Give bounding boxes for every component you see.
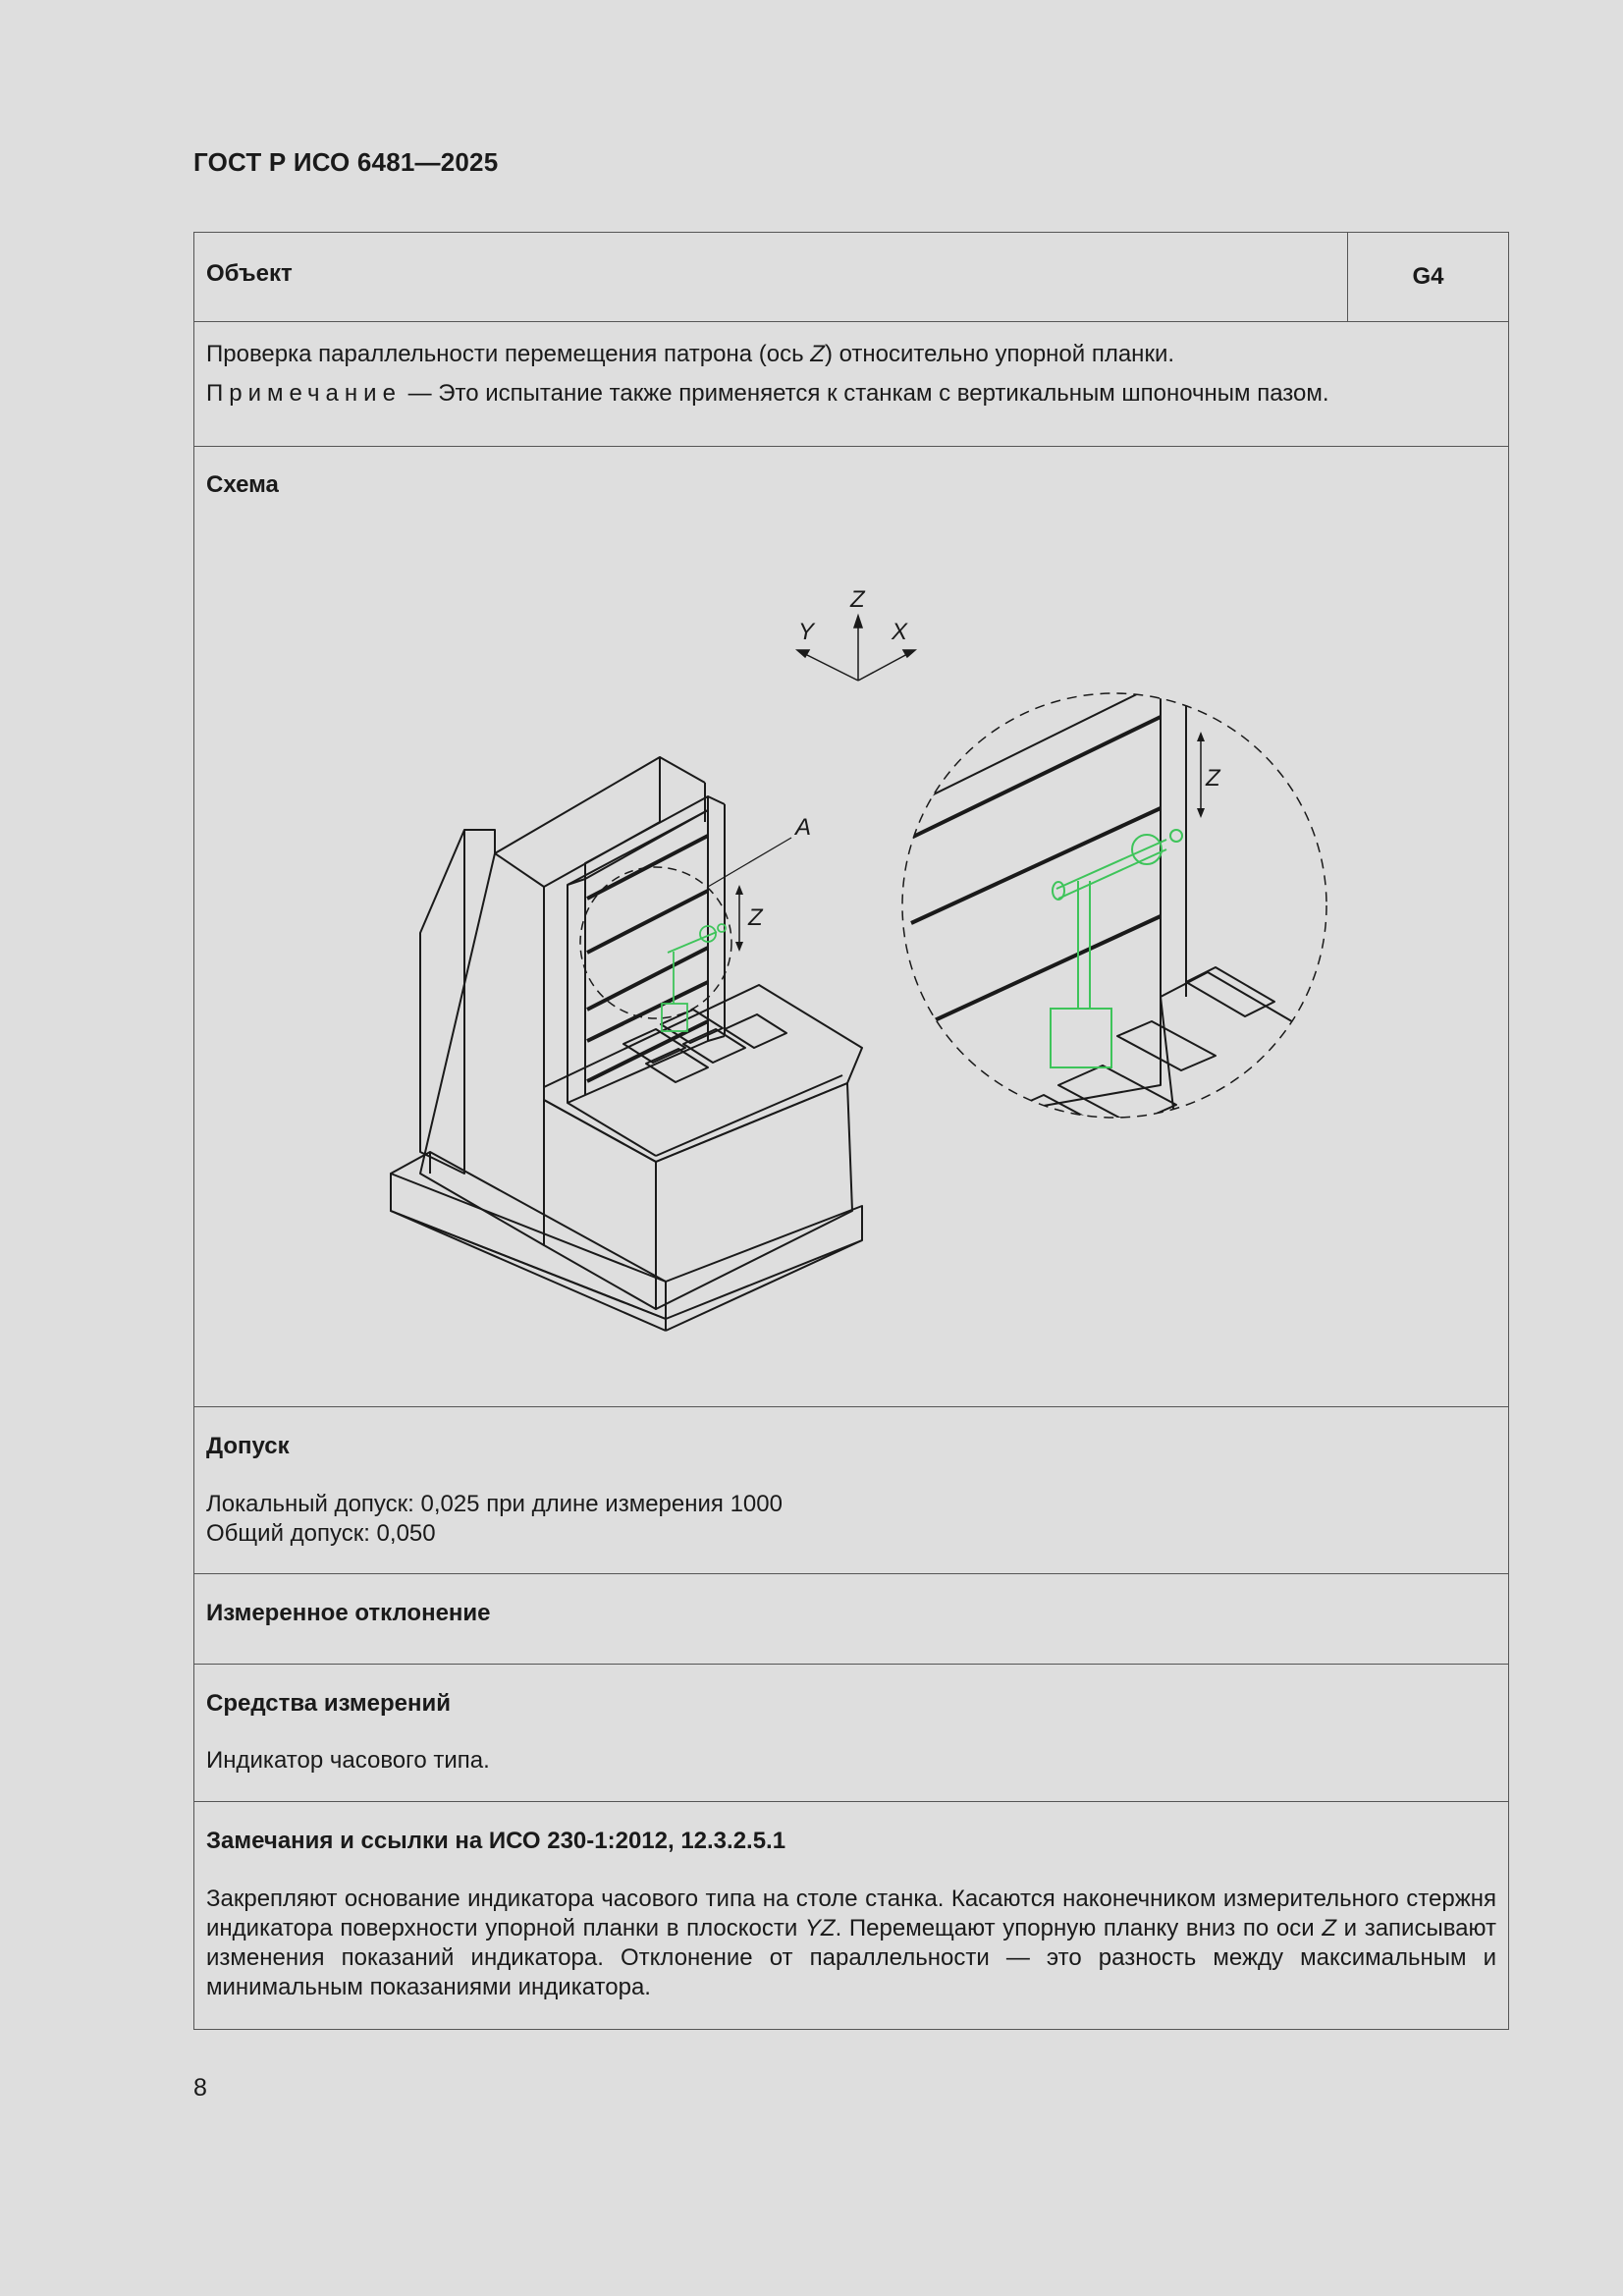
description-row [194, 322, 1509, 447]
instruments-label: Средства измерений [206, 1690, 452, 1717]
measured-label: Измеренное отклонение [206, 1600, 491, 1626]
object-label: Объект [206, 260, 293, 287]
test-code: G4 [1348, 233, 1509, 322]
move-label: Z [748, 904, 763, 931]
measured-cell [194, 1574, 1509, 1665]
description-note [206, 379, 1496, 409]
indicator-detail [1051, 830, 1182, 1067]
schema-row [194, 447, 1509, 1407]
tolerance-label: Допуск [206, 1433, 290, 1459]
detail-circle-large [902, 693, 1326, 1118]
detail-label: A [795, 814, 812, 841]
axis-z-label: Z [850, 586, 865, 613]
detail-view [882, 683, 1314, 1154]
description-text: Проверка параллельности перемещения патрона (ось Z) относительно упорной планки. [206, 341, 1175, 367]
axis-x-label: X [892, 619, 908, 645]
test-card-table [193, 232, 1509, 2030]
angle-plate-slots [587, 836, 708, 1081]
object-row [194, 233, 1509, 322]
instruments-cell [194, 1665, 1509, 1802]
note-label: Примечание [206, 380, 402, 407]
machine-column [420, 757, 705, 1245]
instruments-text: Индикатор часового типа. [206, 1747, 490, 1774]
document-header: ГОСТ Р ИСО 6481—2025 [193, 147, 499, 177]
remarks-row [194, 1802, 1509, 2030]
remarks-cell [194, 1802, 1509, 2030]
measured-row [194, 1574, 1509, 1665]
schema-cell [194, 447, 1509, 1407]
remarks-label: Замечания и ссылки на ИСО 230-1:2012, 12.3.2.5.1 [206, 1828, 786, 1854]
tolerance-local: Локальный допуск: 0,025 при длине измерения 1000 [206, 1491, 783, 1517]
object-cell [194, 233, 1348, 322]
description-cell [194, 322, 1509, 447]
page-number: 8 [193, 2074, 207, 2102]
schema-diagram [194, 447, 1509, 1407]
note-text: — Это испытание также применяется к станкам с вертикальным шпоночным пазом. [401, 380, 1329, 407]
tolerance-total: Общий допуск: 0,050 [206, 1520, 436, 1547]
detail-move-label: Z [1206, 765, 1220, 792]
schema-label: Схема [206, 471, 279, 498]
tolerance-cell [194, 1407, 1509, 1574]
remarks-text: Закрепляют основание индикатора часового типа на столе станка. Касаются наконечником измерительного стержня индикатора поверхности упорной планки в плоскости YZ. Перемещают упорную планку вниз по оси Z и записывают изменения показаний индикатора. Отклонение от параллельности — это разность между максимальным и минимальным показаниями индикатора. [206, 1886, 1496, 2000]
axis-y-label: Y [798, 619, 815, 645]
table-blocks [623, 1010, 786, 1082]
instruments-row [194, 1665, 1509, 1802]
tolerance-row [194, 1407, 1509, 1574]
